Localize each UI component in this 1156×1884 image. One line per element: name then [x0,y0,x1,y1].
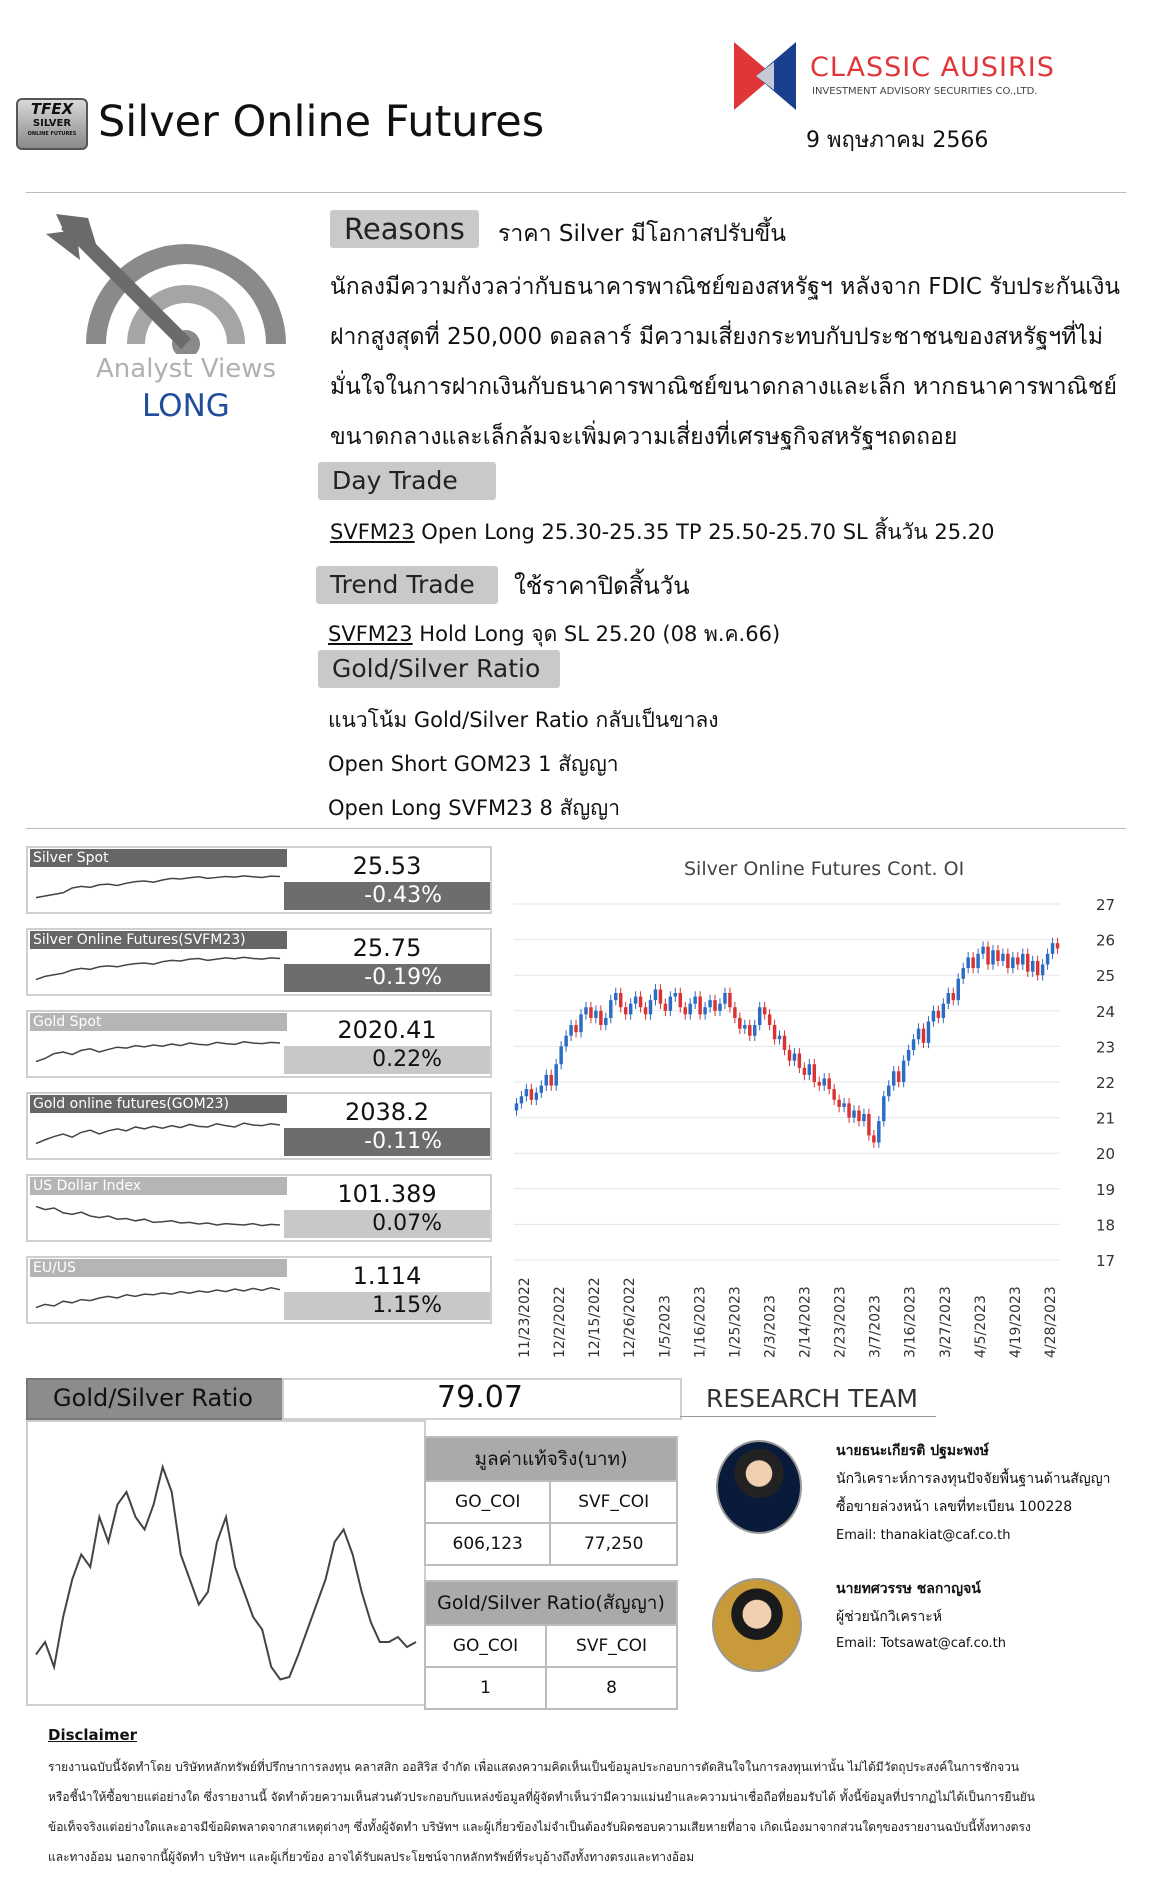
avatar-analyst-1 [716,1440,802,1534]
candle-body [584,1007,587,1014]
candle-body [971,957,974,968]
candle-body [629,1004,632,1015]
candle-body [753,1025,756,1036]
chart-x-tick-label: 3/27/2023 [937,1286,954,1358]
candle-body [813,1064,816,1082]
chart-x-tick-label: 11/23/2022 [517,1277,533,1358]
candle-body [684,1007,687,1014]
candle-body [515,1103,518,1110]
avatar-analyst-2 [712,1578,802,1672]
market-box [26,1010,492,1078]
candle-body [952,993,955,1000]
trend-trade-line [328,618,780,651]
market-box [26,1256,492,1324]
candle-body [892,1071,895,1085]
candle-body [758,1007,761,1025]
disclaimer-line-3: ข้อเท็จจริงแต่อย่างใดและอาจมีข้อผิดพลาดจากสาเหตุต่างๆ ซึ่งทั้งผู้จัดทำ บริษัทฯ และผู้เกี่ยวข้องไม่จำเป็นต้องรับผิดชอบความเสียหายที่อาจ เกิดเนื่องมาจากส่วนใดๆของรายงานฉบับนี้ทั้งทางตรง [48,1820,1031,1834]
market-price: 2020.41 [337,1016,437,1044]
candle-body [917,1029,920,1040]
candle-body [713,1000,716,1011]
candle-body [947,993,950,1004]
candle-body [1036,961,1039,975]
reasons-body [330,262,1156,462]
market-sparkline-path [36,1042,280,1062]
market-name: US Dollar Index [30,1177,287,1195]
ratio-chart [26,1420,426,1706]
candle-body [728,993,731,1007]
reasons-line-3: มั่นใจในการฝากเงินกับธนาคารพาณิชย์ขนาดกลางและเล็ก หากธนาคารพาณิชย์ [330,374,1117,400]
candle-body [659,989,662,1003]
candle-body [559,1046,562,1064]
candle-body [793,1054,796,1061]
candle-body [857,1110,860,1121]
candle-body [639,997,642,1008]
ratio-line-3: Open Long SVFM23 8 สัญญา [328,796,620,820]
candle-body [887,1086,890,1097]
candle-body [976,954,979,968]
chart-y-tick-label: 24 [1096,1002,1116,1021]
ratio-chart-line [36,1467,416,1680]
market-sparkline [32,1278,284,1318]
disclaimer-line-4: และทางอ้อม นอกจากนี้ผู้จัดทำ บริษัทฯ และผู้เกี่ยวข้อง อาจได้รับผลประโยชน์จากหลักทรัพย์ที่ระบุอ้างถึงทั้งทางตรงและทางอ้อม [48,1850,695,1864]
candle-body [778,1036,781,1040]
candle-body [664,1004,667,1011]
candle-body [599,1011,602,1025]
candle-body [912,1039,915,1050]
candle-body [867,1114,870,1135]
candle-body [708,1000,711,1007]
research-team-title: RESEARCH TEAM [706,1384,918,1413]
candle-body [718,1004,721,1011]
chart-y-tick-label: 18 [1096,1216,1116,1235]
candle-body [530,1089,533,1100]
market-price: 2038.2 [345,1098,429,1126]
market-name: Gold Spot [30,1013,287,1031]
ratio-header-label: Gold/Silver Ratio [53,1384,253,1412]
chart-x-tick-label: 1/16/2023 [692,1286,709,1358]
candle-body [1056,943,1059,948]
candle-body [589,1007,592,1018]
market-sparkline [32,1114,284,1154]
candle-body [803,1068,806,1075]
analyst-2-role: ผู้ช่วยนักวิเคราะห์ [836,1609,942,1625]
market-change: 1.15% [284,1292,490,1320]
real-value-go: 606,123 [425,1523,550,1565]
candle-body [837,1100,840,1107]
chart-x-tick-label: 1/5/2023 [657,1295,674,1358]
market-change: -0.11% [284,1128,490,1156]
candle-body [773,1025,776,1039]
chart-x-tick-label: 3/16/2023 [902,1286,919,1358]
trend-trade-note: ใช้ราคาปิดสิ้นวัน [514,572,690,600]
candle-body [743,1025,746,1029]
candle-body [688,1004,691,1015]
candle-body [624,1007,627,1014]
candle-chart [500,890,1140,1360]
chart-title: Silver Online Futures Cont. OI [684,858,965,880]
market-change: 0.07% [284,1210,490,1238]
candle-body [832,1089,835,1100]
chart-x-tick-label: 4/5/2023 [972,1295,989,1358]
candle-body [634,997,637,1004]
candle-body [674,993,677,997]
candle-body [520,1096,523,1103]
tfex-logo-line2: SILVER [32,118,72,129]
real-value-header-go: GO_COI [425,1481,550,1523]
market-sparkline-path [36,1206,280,1225]
candle-body [897,1071,900,1082]
reasons-line-4: ขนาดกลางและเล็กล้มจะเพิ่มความเสี่ยงที่เศรษฐกิจสหรัฐฯถดถอย [330,424,958,450]
chart-y-tick-label: 17 [1096,1252,1116,1270]
research-underline [680,1416,936,1417]
candle-body [649,1000,652,1014]
candle-body [842,1103,845,1107]
market-change: -0.19% [284,964,490,992]
candle-body [644,1007,647,1014]
ratio-line-1: แนวโน้ม Gold/Silver Ratio กลับเป็นขาลง [328,708,719,732]
candle-body [827,1078,830,1089]
market-change: -0.43% [284,882,490,910]
chart-x-tick-label: 3/7/2023 [867,1295,884,1358]
market-change: 0.22% [284,1046,490,1074]
chart-x-tick-label: 2/3/2023 [762,1295,779,1358]
candle-body [549,1075,552,1086]
chart-x-tick-label: 2/14/2023 [797,1286,814,1358]
candle-body [1011,957,1014,968]
market-sparkline [32,1196,284,1236]
chart-y-tick-label: 22 [1096,1074,1116,1092]
real-value-title: มูลค่าแท้จริง(บาท) [425,1437,677,1481]
candle-body [1021,954,1024,965]
candle-body [882,1096,885,1121]
trend-trade-text: Hold Long จุด SL 25.20 (08 พ.ค.66) [412,622,781,646]
candle-body [594,1011,597,1018]
market-box [26,928,492,996]
chart-y-tick-label: 26 [1096,931,1116,950]
candle-body [604,1018,607,1025]
candle-body [872,1135,875,1142]
candle-body [679,993,682,1007]
contract-ratio-table [424,1580,678,1710]
brand-name: CLASSIC AUSIRIS [810,52,1055,83]
candle-body [942,1004,945,1018]
chart-x-tick-label: 12/2/2022 [552,1286,569,1358]
candle-body [798,1054,801,1068]
candle-body [852,1110,855,1117]
candle-body [847,1103,850,1117]
real-value-svf: 77,250 [550,1523,677,1565]
day-trade-symbol: SVFM23 [330,520,415,544]
candle-body [808,1064,811,1075]
disclaimer-body [48,1752,1128,1872]
candle-body [961,968,964,979]
market-sparkline-path [36,1288,280,1308]
candle-body [733,1007,736,1018]
candle-body [574,1025,577,1032]
market-price: 101.389 [337,1180,437,1208]
reasons-label: Reasons [330,210,479,248]
candle-body [614,993,617,1000]
candle-body [525,1089,528,1096]
market-sparkline-path [36,1123,280,1143]
disclaimer-title: Disclaimer [48,1726,138,1744]
candle-body [535,1093,538,1100]
candle-body [1006,954,1009,968]
candle-body [932,1011,935,1022]
candle-body [822,1078,825,1085]
candle-body [937,1011,940,1018]
target-icon [46,204,286,354]
candle-body [957,979,960,1000]
real-value-table [424,1436,678,1566]
market-sparkline [32,1032,284,1072]
chart-x-tick-label: 12/26/2022 [622,1277,639,1358]
candle-body [554,1064,557,1085]
candle-body [723,993,726,1004]
market-sparkline [32,868,284,908]
analyst-1-role: นักวิเคราะห์การลงทุนปัจจัยพื้นฐานด้านสัญญา [836,1471,1111,1487]
chart-y-tick-label: 21 [1096,1109,1116,1128]
analyst-1-email: Email: thanakiat@caf.co.th [836,1528,1011,1543]
candle-body [738,1018,741,1029]
candle-body [703,1007,706,1014]
chart-y-tick-label: 20 [1096,1145,1116,1164]
candle-body [862,1114,865,1121]
candle-body [996,950,999,961]
chart-y-tick-label: 23 [1096,1038,1116,1057]
contract-ratio-title: Gold/Silver Ratio(สัญญา) [425,1581,677,1625]
market-price: 1.114 [352,1262,422,1290]
ratio-section-label: Gold/Silver Ratio [318,650,560,688]
contract-ratio-go: 1 [425,1667,546,1709]
candle-body [966,957,969,968]
disclaimer-line-1: รายงานฉบับนี้จัดทำโดย บริษัทหลักทรัพย์ที่ปรึกษาการลงทุน คลาสสิก ออสิริส จำกัด เพื่อแสดงความคิดเห็นเป็นข้อมูลประกอบการตัดสินใจในการลงทุนเท่านั้น ไม่ได้มีวัตถุประสงค์ในการชักจวน [48,1760,1020,1774]
header-divider [26,192,1126,193]
candle-body [788,1050,791,1061]
market-price: 25.53 [352,852,422,880]
analyst-1-role2: ซื้อขายล่วงหน้า เลขที่ทะเบียน 100228 [836,1499,1073,1515]
market-price: 25.75 [352,934,422,962]
market-sparkline [32,950,284,990]
chart-y-tick-label: 27 [1096,896,1116,914]
reasons-headline: ราคา Silver มีโอกาสปรับขึ้น [498,221,786,247]
real-value-header-svf: SVF_COI [550,1481,677,1523]
candle-body [991,950,994,964]
tfex-logo-line1: TFEX [30,100,74,118]
chart-y-tick-label: 19 [1096,1180,1116,1199]
day-trade-text: Open Long 25.30-25.35 TP 25.50-25.70 SL สิ้นวัน 25.20 [414,520,995,544]
candle-body [907,1050,910,1061]
market-name: Silver Spot [30,849,287,867]
candle-body [609,1000,612,1018]
disclaimer-line-2: หรือชี้นำให้ซื้อขายแต่อย่างใด ซึ่งรายงานนี้ จัดทำด้วยความเห็นส่วนตัวประกอบกับแหล่งข้อมูลที่ผู้จัดทำเห็นว่ามีความแม่นยำและความน่าเชื่อถือที่ยอมรับได้ ทั้งนี้ข้อมูลที่ปรากฏไม่ได้เป็นการยืนยัน [48,1790,1035,1804]
candle-body [1026,954,1029,972]
chart-x-tick-label: 2/23/2023 [832,1286,849,1358]
ratio-line-2: Open Short GOM23 1 สัญญา [328,752,619,776]
candle-body [763,1007,766,1014]
candle-body [619,993,622,1007]
candle-body [986,947,989,965]
analyst-1-name: นายธนะเกียรติ ปฐมะพงษ์ [836,1443,989,1459]
candle-body [981,947,984,954]
analyst-2-name: นายทศวรรษ ชลกาญจน์ [836,1581,981,1597]
chart-y-tick-label: 25 [1096,967,1116,986]
page-title: Silver Online Futures [98,97,545,147]
contract-ratio-header-svf: SVF_COI [546,1625,677,1667]
analyst-position: LONG [142,388,230,424]
day-trade-label: Day Trade [318,462,496,500]
contract-ratio-header-go: GO_COI [425,1625,546,1667]
tfex-logo-line3: ONLINE FUTURES [27,131,77,137]
candle-body [1016,957,1019,964]
contract-ratio-svf: 8 [546,1667,677,1709]
analyst-2-email: Email: Totsawat@caf.co.th [836,1636,1007,1651]
market-name: Silver Online Futures(SVFM23) [30,931,287,949]
market-name: EU/US [30,1259,287,1277]
trend-trade-label: Trend Trade [316,566,498,604]
reasons-line-1: นักลงมีความกังวลว่ากับธนาคารพาณิชย์ของสหรัฐฯ หลังจาก FDIC รับประกันเงิน [330,274,1121,300]
candle-body [693,997,696,1004]
day-trade-line [330,516,995,549]
report-date: 9 พฤษภาคม 2566 [806,128,989,153]
trend-trade-symbol: SVFM23 [328,622,413,646]
candle-body [818,1082,821,1086]
analyst-views-label: Analyst Views [96,354,277,384]
candle-body [669,997,672,1011]
market-box [26,1174,492,1242]
chart-x-tick-label: 12/15/2022 [587,1277,604,1358]
candle-body [1046,954,1049,965]
candle-body [877,1121,880,1142]
candle-body [783,1036,786,1050]
brand-logo-mark [734,42,796,110]
chart-x-tick-label: 1/25/2023 [727,1286,744,1358]
market-sparkline-path [36,876,280,898]
ratio-value: 79.07 [437,1380,523,1415]
candle-body [564,1036,567,1047]
candle-body [922,1029,925,1043]
market-sparkline-path [36,957,280,979]
candle-body [579,1014,582,1032]
section-divider [26,828,1126,829]
candle-body [545,1075,548,1086]
candle-body [1001,954,1004,961]
reasons-line-2: ฝากสูงสุดที่ 250,000 ดอลลาร์ มีความเสี่ยงกระทบกับประชาชนของสหรัฐฯที่ไม่ [330,324,1104,350]
candle-body [540,1086,543,1093]
candle-body [698,997,701,1015]
candle-body [748,1025,751,1036]
candle-body [768,1014,771,1025]
candle-body [927,1021,930,1042]
market-box [26,846,492,914]
market-box [26,1092,492,1160]
chart-x-tick-label: 4/19/2023 [1007,1286,1024,1358]
market-name: Gold online futures(GOM23) [30,1095,287,1113]
candle-body [1051,943,1054,954]
candle-body [569,1025,572,1036]
candle-body [1041,965,1044,976]
candle-body [654,989,657,1000]
candle-body [1031,961,1034,972]
chart-x-tick-label: 4/28/2023 [1043,1286,1059,1358]
brand-subtitle: INVESTMENT ADVISORY SECURITIES CO.,LTD. [812,86,1038,97]
tfex-logo [16,98,88,150]
candle-body [902,1061,905,1082]
